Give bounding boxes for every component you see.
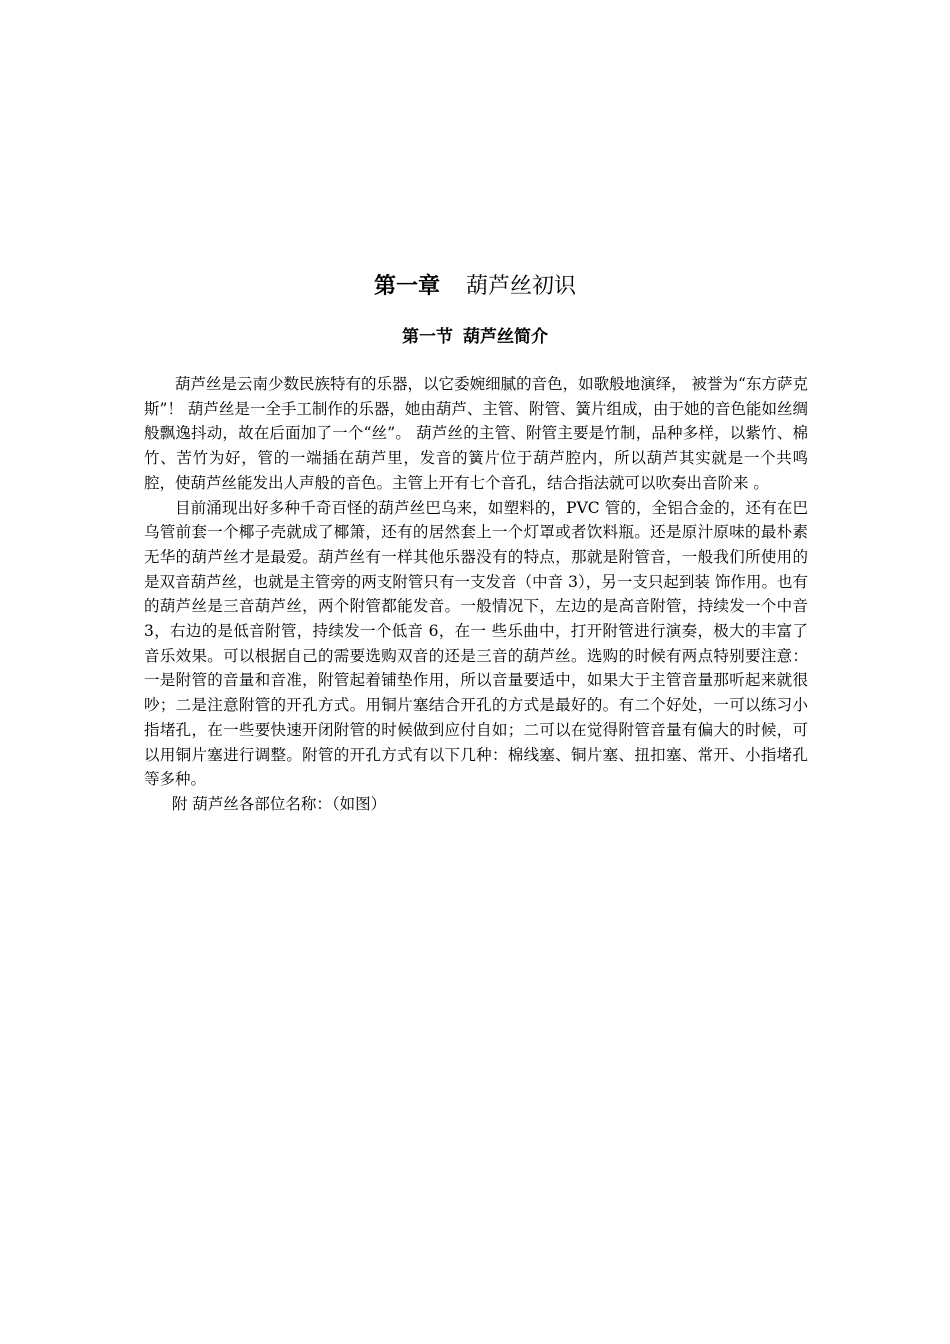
paragraph-types: 目前涌现出好多种千奇百怪的葫芦丝巴乌来，如塑料的，PVC 管的，全铝合金的，还有在巴乌管前套一个椰子壳就成了椰箫，还有的居然套上一个灯罩或者饮料瓶。还是原汁原味的最朴素无华的葫芦丝才是最爱。葫芦丝有一样其他乐器没有的特点，那就是附管音，一般我们所使用的是双音葫芦丝，也就是主管旁的两支附管只有一支发音（中音 3），另一支只起到装 饰作用。也有的葫芦丝是三音葫芦丝，两个附管都能发音。一般情况下，左边的是高音附管，持续发一个中音 3，右边的是低音附管，持续发一个低音 6，在一 些乐曲中，打开附管进行演奏，极大的丰富了音乐效果。可以根据自己的需要选购双音的还是三音的葫芦丝。选购的时候有两点特别要注意：一是附管的音量和音准，附管起着铺垫作用，所以音量要适中，如果大于主管音量那听起来就很吵；二是注意附管的开孔方式。用铜片塞结合开孔的方式是最好的。有二个好处，一可以练习小指堵孔，在一些要快速开闭附管的时候做到应付自如；二可以在觉得附管音量有偏大的时候，可以用铜片塞进行调整。附管的开孔方式有以下几种：棉线塞、铜片塞、扭扣塞、常开、小指堵孔等多种。 [144, 498, 808, 789]
chapter-title: 葫芦丝初识 [466, 274, 577, 299]
section-label: 第一节 [402, 327, 453, 347]
body-text [144, 372, 808, 817]
section-title: 葫芦丝简介 [463, 327, 548, 347]
paragraph-intro: 葫芦丝是云南少数民族特有的乐器，以它委婉细腻的音色，如歌般地演绎， 被誉为“东方萨克斯”！ 葫芦丝是一全手工制作的乐器，她由葫芦、主管、附管、簧片组成，由于她的音色能如丝绸般飘逸抖动，故在后面加了一个“丝”。 葫芦丝的主管、附管主要是竹制，品种多样，以紫竹、棉竹、苦竹为好，管的一端插在葫芦里，发音的簧片位于葫芦腔内，所以葫芦其实就是一个共鸣腔，使葫芦丝能发出人声般的音色。主管上开有七个音孔，结合指法就可以吹奏出音阶来 。 [144, 375, 808, 492]
chapter-heading [0, 270, 950, 303]
chapter-label: 第一章 [373, 273, 440, 299]
section-heading [0, 323, 950, 351]
appendix-note: 附 葫芦丝各部位名称：（如图） [171, 794, 387, 813]
